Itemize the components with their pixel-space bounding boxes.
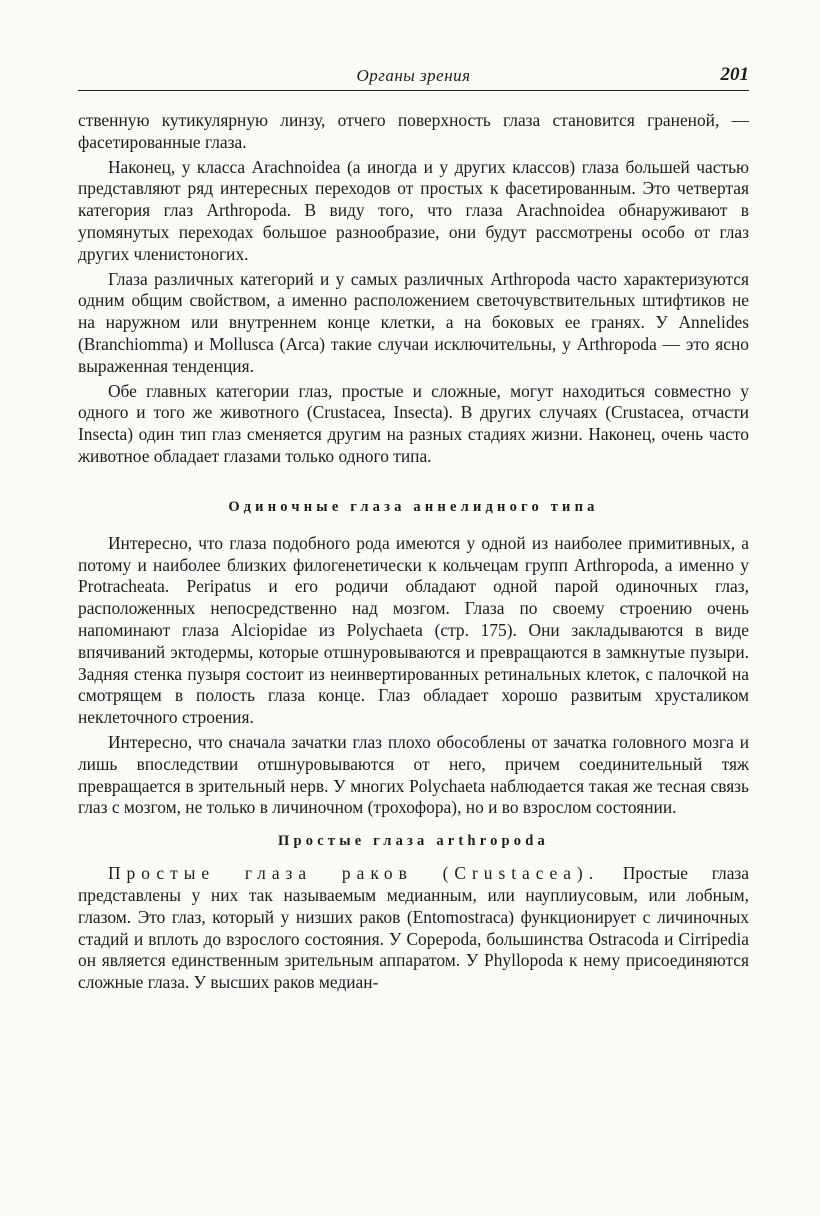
paragraph: Интересно, что сначала зачатки глаз плохо обособлены от зачатка головного мозга и лишь впоследствии отшнуровываются от него, причем соединительный тяж превращается в зрительный нерв. У многих Polychaeta наблюдается такая же тесная связь глаз с мозгом, не только в личиночном (трохофора), но и во взрослом состоянии. [78, 731, 749, 818]
paragraph: Глаза различных категорий и у самых различных Arthropoda часто характеризуются одним общим свойством, а именно расположением светочувствительных штифтиков не на наружном или внутреннем конце клетки, а на боковых ее гранях. У Annelides (Branchiomma) и Mollusca (Arca) такие случаи исключительны, у Arthropoda — это ясно выраженная тенденция. [78, 268, 749, 376]
section-heading: Одиночные глаза аннелидного типа [228, 498, 599, 515]
section-heading: Простые глаза arthropoda [278, 833, 549, 850]
running-title: Органы зрения [356, 66, 471, 85]
paragraph: Наконец, у класса Arachnoidea (а иногда и у других классов) глаза большей частью представляют ряд интересных переходов от простых к фасетированным. Это четвертая категория глаз Arthropoda. В виду того, что глаза Arachnoidea обнаруживают в упомянутых переходах большое разнообразие, они будут рассмотрены особо от глаз других членистоногих. [78, 156, 749, 264]
running-header [78, 66, 749, 91]
paragraph-lead: Простые глаза раков (Crustacea). [108, 863, 600, 884]
page-number: 201 [720, 64, 749, 85]
paragraph-text: Простые глаза представлены у них так называемым медианным, или науплиусовым, или лобным, глазом. Это глаз, который у низших раков (Entomostraca) функционирует с личиночных стадий и вплоть до взрослого состояния. У Copepoda, большинства Ostracoda и Cirripedia он является единственным зрительным аппаратом. У Phyllopoda к нему присоединяются сложные глаза. У высших раков медиан- [78, 863, 749, 993]
paragraph: Интересно, что глаза подобного рода имеются у одной из наиболее примитивных, а потому и наиболее близких филогенетически к кольчецам групп Arthropoda, а именно у Protracheata. Peripatus и его родичи обладают одной парой одиночных глаз, расположенных непосредственно над мозгом. Глаза по своему строению очень напоминают глаза Alciopidae из Polychaeta (стр. 175). Они закладываются в виде впячиваний эктодермы, которые отшнуровываются и превращаются в замкнутые пузыри. Задняя стенка пузыря состоит из неинвертированных ретинальных клеток, с палочкой на смотрящем в полость глаза конце. Глаз обладает хорошо развитым хрусталиком неклеточного строения. [78, 532, 749, 728]
body-text [78, 110, 749, 994]
paragraph [78, 863, 749, 994]
paragraph: Обе главных категории глаз, простые и сложные, могут находиться совместно у одного и того же животного (Crustacea, Insecta). В других случаях (Crustacea, отчасти Insecta) один тип глаз сменяется другим на разных стадиях жизни. Наконец, очень часто животное обладает глазами только одного типа. [78, 380, 749, 466]
paragraph: ственную кутикулярную линзу, отчего поверхность глаза становится граненой, — фасетированные глаза. [78, 110, 749, 152]
